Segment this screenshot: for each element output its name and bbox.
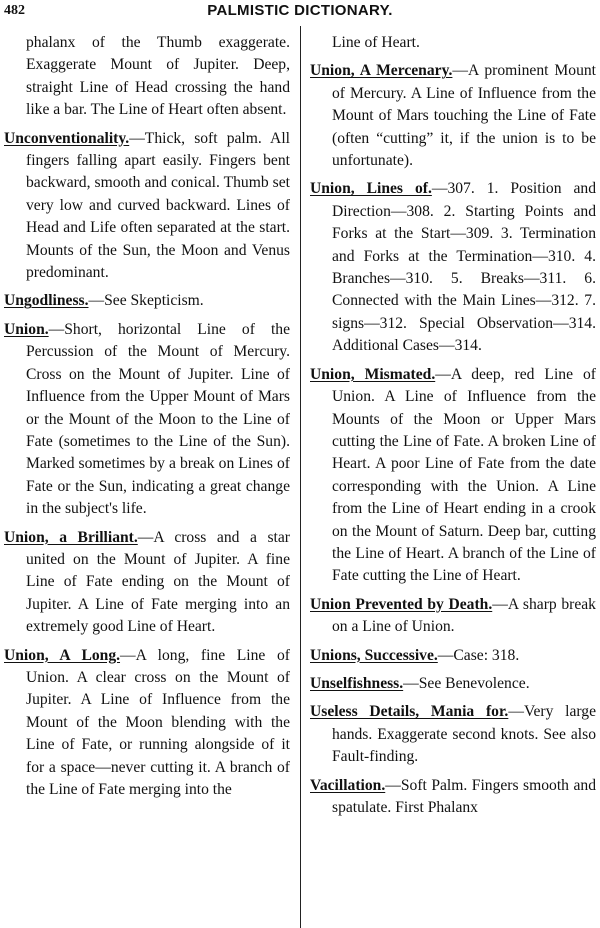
entry-definition: —A long, fine Line of Union. A clear cross on the Mount of Jupiter. A Line of Influence from the Mount of the Moon blending with the Line of Fate, or running alongside of it for a space—never cutting it. A branch of the Line of Fate merging into the — [26, 646, 290, 798]
page-number: 482 — [4, 3, 25, 18]
entry-headword: Union, Mismated. — [310, 365, 436, 383]
entry-headword: Union. — [4, 320, 49, 338]
entry-headword: Union, A Long. — [4, 646, 121, 664]
dictionary-entry-unions-successive — [310, 645, 596, 667]
dictionary-entry-union-lines — [310, 178, 596, 357]
entry-definition: —Soft Palm. Fingers smooth and spatulate. First Phalanx — [332, 776, 596, 816]
entry-headword: Ungodliness. — [4, 292, 89, 310]
continuation-text: Line of Heart. — [332, 34, 420, 51]
entry-definition: —A prominent Mount of Mercury. A Line of Influence from the Mount of Mars touching the Line of Fate (often “cutting” it, if the union is to be unfortunate). — [332, 62, 596, 170]
dictionary-entry-union-prevented — [310, 594, 596, 639]
entry-definition: —A sharp break on a Line of Union. — [332, 595, 596, 636]
entry-definition: —A cross and a star united on the Mount of Jupiter. A fine Line of Fate ending on the Mount of Jupiter. A Line of Fate merging into an extremely good Line of Heart. — [26, 528, 290, 636]
entry-headword: Unconventionality. — [4, 129, 130, 147]
left-column — [4, 32, 290, 807]
entry-headword: Union, A Mercenary. — [310, 62, 453, 80]
entry-headword: Unselfishness. — [310, 674, 404, 692]
entry-definition: —See Benevolence. — [403, 674, 530, 692]
entry-headword: Unions, Successive. — [310, 646, 438, 664]
dictionary-entry-union — [4, 319, 290, 521]
entry-definition: —Case: 318. — [437, 646, 520, 664]
dictionary-entry-union-mismated — [310, 364, 596, 588]
entry-headword: Union, Lines of. — [310, 180, 432, 198]
entry-definition: —Thick, soft palm. All fingers falling apart easily. Fingers bent backward, smooth and conical. Thumb set very low and curved backward. Lines of Head and Life often separated at the start. Mounts of the Sun, the Moon and Venus predominant. — [26, 129, 290, 282]
dictionary-entry-union-long — [4, 645, 290, 802]
column-divider — [300, 26, 301, 928]
page-header — [0, 2, 600, 24]
right-column — [310, 32, 596, 825]
dictionary-entry-ungodliness — [4, 290, 290, 312]
entry-headword: Union Prevented by Death. — [310, 595, 493, 613]
dictionary-entry-unselfishness — [310, 673, 596, 695]
dictionary-entry-useless-details — [310, 701, 596, 768]
running-title: PALMISTIC DICTIONARY. — [207, 2, 393, 19]
continuation-text: phalanx of the Thumb exaggerate. Exaggerate Mount of Jupiter. Deep, straight Line of Head crossing the hand like a bar. The Line of Heart often absent. — [26, 34, 290, 119]
dictionary-entry-union-mercenary — [310, 60, 596, 172]
entry-headword: Useless Details, Mania for. — [310, 703, 509, 721]
dictionary-entry-union-brilliant — [4, 527, 290, 639]
entry-definition: —Short, horizontal Line of the Percussion of the Mount of Mercury. Cross on the Mount of Jupiter. Line of Influence from the Upper Mount of Mars or the Mount of the Moon to the Line of Fate (sometimes to the Line of the Sun). Marked sometimes by a break on Lines of Fate or the Sun, indicating a great change in the subject's life. — [26, 320, 290, 518]
entry-definition: —See Skepticism. — [88, 292, 204, 310]
dictionary-entry-unconventionality — [4, 128, 290, 285]
entry-definition: —A deep, red Line of Union. A Line of Influence from the Mounts of the Moon or Upper Mars cutting the Line of Fate. A broken Line of Heart. A poor Line of Fate from the date corresponding with the Union. A Line from the Line of Heart ending in a crook on the Mount of Saturn. Deep bar, cutting the Line of Heart. A branch of the Line of Fate cutting the Line of Heart. — [332, 365, 596, 585]
entry-headword: Vacillation. — [310, 776, 386, 794]
dictionary-entry-vacillation — [310, 775, 596, 820]
entry-definition: —Very large hands. Exaggerate second knots. See also Fault-finding. — [332, 703, 596, 766]
entry-headword: Union, a Brilliant. — [4, 528, 138, 546]
entry-definition: —307. 1. Position and Direction—308. 2. Starting Points and Forks at the Start—309. 3. Termination and Forks at the Termination—310. 4. Branches—310. 5. Breaks—311. 6. Connected with the Main Lines—312. 7. signs—312. Special Observation—314. Additional Cases—314. — [332, 180, 596, 355]
